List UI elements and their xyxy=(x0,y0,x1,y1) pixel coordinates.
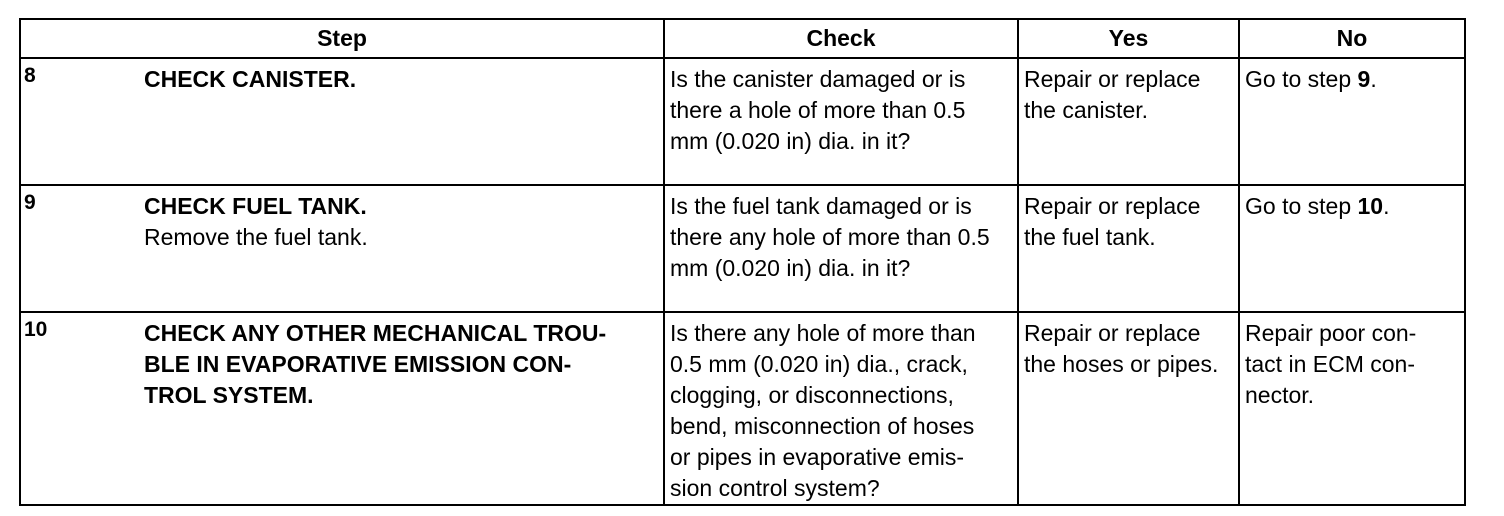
yes-text: Repair or replace the hoses or pipes. xyxy=(1024,320,1219,377)
table-row xyxy=(20,58,1465,185)
troubleshooting-table xyxy=(19,18,1466,506)
no-cell xyxy=(1239,58,1465,185)
yes-cell xyxy=(1018,312,1239,505)
table-row xyxy=(20,185,1465,312)
yes-text: Repair or replace the canister. xyxy=(1024,66,1201,123)
step-title: CHECK ANY OTHER MECHANICAL TROU- BLE IN EVAPORATIVE EMISSION CON- TROL SYSTEM. xyxy=(144,320,607,408)
check-text: Is there any hole of more than 0.5 mm (0.020 in) dia., crack, clogging, or disconnections, bend, misconnection of hoses or pipes in evaporative emis- sion control system? xyxy=(670,320,976,501)
yes-cell xyxy=(1018,58,1239,185)
step-cell xyxy=(20,185,664,312)
no-text: Repair poor con- tact in ECM con- nector. xyxy=(1245,320,1417,408)
check-cell xyxy=(664,185,1018,312)
step-cell xyxy=(20,58,664,185)
no-cell xyxy=(1239,312,1465,505)
no-step-link: 10 xyxy=(1357,193,1384,219)
header-check: Check xyxy=(664,19,1018,58)
no-step-link: 9 xyxy=(1357,66,1371,92)
step-note: Remove the fuel tank. xyxy=(144,224,368,250)
no-cell xyxy=(1239,185,1465,312)
no-prefix: Go to step xyxy=(1245,66,1358,92)
check-text: Is the fuel tank damaged or is there any hole of more than 0.5 mm (0.020 in) dia. in it? xyxy=(670,193,990,281)
no-suffix: . xyxy=(1383,193,1390,219)
header-yes: Yes xyxy=(1018,19,1239,58)
header-no: No xyxy=(1239,19,1465,58)
no-text xyxy=(1240,59,1464,95)
header-row xyxy=(20,19,1465,58)
step-number: 9 xyxy=(24,191,36,214)
check-text: Is the canister damaged or is there a hole of more than 0.5 mm (0.020 in) dia. in it? xyxy=(670,66,966,154)
check-cell xyxy=(664,58,1018,185)
header-step: Step xyxy=(20,19,664,58)
no-prefix: Go to step xyxy=(1245,193,1358,219)
step-cell xyxy=(20,312,664,505)
table-row xyxy=(20,312,1465,505)
yes-cell xyxy=(1018,185,1239,312)
step-title: CHECK FUEL TANK. xyxy=(144,193,367,219)
step-number: 10 xyxy=(24,318,48,341)
no-text xyxy=(1240,186,1464,222)
no-suffix: . xyxy=(1370,66,1377,92)
step-title: CHECK CANISTER. xyxy=(144,66,357,92)
check-cell xyxy=(664,312,1018,505)
yes-text: Repair or replace the fuel tank. xyxy=(1024,193,1201,250)
step-number: 8 xyxy=(24,64,36,87)
